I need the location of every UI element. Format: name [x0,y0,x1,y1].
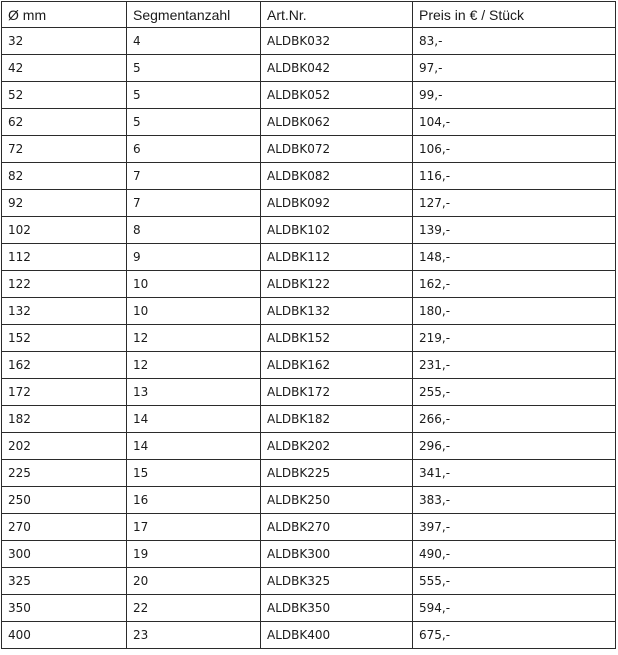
cell-price: 148,- [413,244,616,271]
cell-article-number: ALDBK072 [261,136,413,163]
table-header [2,2,616,28]
cell-price: 555,- [413,568,616,595]
cell-price: 675,- [413,622,616,649]
table-row [2,487,616,514]
cell-diameter: 32 [2,28,127,55]
cell-price: 97,- [413,55,616,82]
cell-article-number: ALDBK300 [261,541,413,568]
cell-segment-count: 22 [127,595,261,622]
cell-diameter: 225 [2,460,127,487]
table-row [2,298,616,325]
cell-diameter: 300 [2,541,127,568]
header-segment-count: Segmentanzahl [127,2,261,28]
cell-segment-count: 9 [127,244,261,271]
cell-article-number: ALDBK202 [261,433,413,460]
cell-price: 139,- [413,217,616,244]
table-row [2,433,616,460]
cell-segment-count: 23 [127,622,261,649]
header-row [2,2,616,28]
cell-segment-count: 14 [127,406,261,433]
cell-diameter: 172 [2,379,127,406]
cell-price: 219,- [413,325,616,352]
cell-diameter: 270 [2,514,127,541]
cell-price: 594,- [413,595,616,622]
cell-article-number: ALDBK032 [261,28,413,55]
cell-price: 99,- [413,82,616,109]
cell-segment-count: 10 [127,271,261,298]
cell-segment-count: 5 [127,109,261,136]
table-row [2,406,616,433]
header-article-number: Art.Nr. [261,2,413,28]
cell-price: 83,- [413,28,616,55]
cell-article-number: ALDBK250 [261,487,413,514]
cell-diameter: 325 [2,568,127,595]
table-row [2,622,616,649]
cell-article-number: ALDBK122 [261,271,413,298]
cell-price: 255,- [413,379,616,406]
table-row [2,163,616,190]
cell-diameter: 92 [2,190,127,217]
table-row [2,595,616,622]
cell-article-number: ALDBK062 [261,109,413,136]
cell-diameter: 62 [2,109,127,136]
table-row [2,244,616,271]
cell-article-number: ALDBK270 [261,514,413,541]
cell-segment-count: 19 [127,541,261,568]
table-row [2,217,616,244]
header-price: Preis in € / Stück [413,2,616,28]
cell-price: 104,- [413,109,616,136]
cell-diameter: 400 [2,622,127,649]
cell-segment-count: 5 [127,82,261,109]
cell-article-number: ALDBK042 [261,55,413,82]
cell-segment-count: 12 [127,325,261,352]
cell-segment-count: 7 [127,163,261,190]
cell-price: 296,- [413,433,616,460]
cell-diameter: 122 [2,271,127,298]
cell-segment-count: 13 [127,379,261,406]
cell-diameter: 72 [2,136,127,163]
cell-price: 106,- [413,136,616,163]
table-row [2,271,616,298]
cell-article-number: ALDBK112 [261,244,413,271]
table-row [2,460,616,487]
cell-article-number: ALDBK400 [261,622,413,649]
table-row [2,190,616,217]
cell-segment-count: 6 [127,136,261,163]
cell-segment-count: 4 [127,28,261,55]
cell-price: 162,- [413,271,616,298]
cell-article-number: ALDBK102 [261,217,413,244]
cell-article-number: ALDBK225 [261,460,413,487]
cell-segment-count: 7 [127,190,261,217]
cell-article-number: ALDBK172 [261,379,413,406]
table-row [2,568,616,595]
price-table [1,1,616,649]
cell-diameter: 162 [2,352,127,379]
cell-diameter: 52 [2,82,127,109]
table-body [2,28,616,649]
cell-diameter: 202 [2,433,127,460]
cell-article-number: ALDBK052 [261,82,413,109]
cell-price: 490,- [413,541,616,568]
table-row [2,28,616,55]
cell-article-number: ALDBK162 [261,352,413,379]
cell-segment-count: 8 [127,217,261,244]
cell-diameter: 112 [2,244,127,271]
cell-diameter: 132 [2,298,127,325]
cell-segment-count: 14 [127,433,261,460]
cell-price: 397,- [413,514,616,541]
cell-segment-count: 5 [127,55,261,82]
cell-diameter: 42 [2,55,127,82]
cell-article-number: ALDBK350 [261,595,413,622]
cell-segment-count: 12 [127,352,261,379]
cell-price: 127,- [413,190,616,217]
table-row [2,514,616,541]
table-row [2,325,616,352]
cell-article-number: ALDBK132 [261,298,413,325]
cell-article-number: ALDBK092 [261,190,413,217]
cell-diameter: 250 [2,487,127,514]
cell-diameter: 350 [2,595,127,622]
table-row [2,379,616,406]
header-diameter: Ø mm [2,2,127,28]
cell-price: 341,- [413,460,616,487]
cell-article-number: ALDBK082 [261,163,413,190]
cell-article-number: ALDBK182 [261,406,413,433]
cell-price: 116,- [413,163,616,190]
cell-segment-count: 16 [127,487,261,514]
cell-segment-count: 17 [127,514,261,541]
table-row [2,136,616,163]
cell-price: 383,- [413,487,616,514]
cell-price: 180,- [413,298,616,325]
cell-segment-count: 20 [127,568,261,595]
table-row [2,352,616,379]
cell-price: 231,- [413,352,616,379]
cell-segment-count: 15 [127,460,261,487]
table-row [2,541,616,568]
cell-diameter: 102 [2,217,127,244]
cell-diameter: 182 [2,406,127,433]
cell-diameter: 82 [2,163,127,190]
cell-segment-count: 10 [127,298,261,325]
table-row [2,55,616,82]
cell-diameter: 152 [2,325,127,352]
cell-article-number: ALDBK152 [261,325,413,352]
table-row [2,82,616,109]
cell-price: 266,- [413,406,616,433]
table-row [2,109,616,136]
cell-article-number: ALDBK325 [261,568,413,595]
